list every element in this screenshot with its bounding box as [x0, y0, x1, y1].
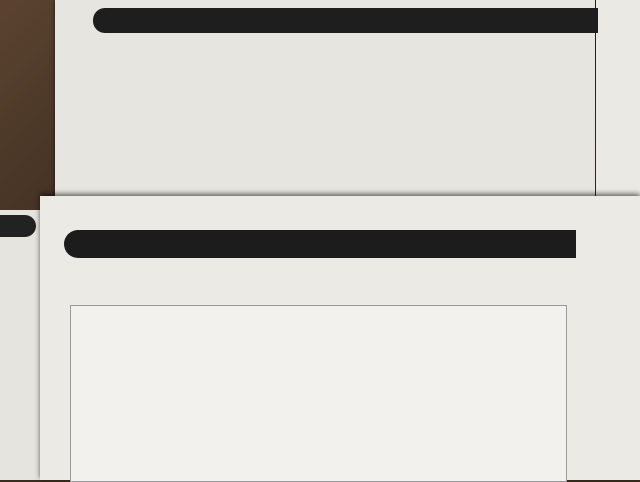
top-title-bar [93, 8, 598, 33]
right-page-edge [596, 0, 640, 218]
top-body-text [106, 48, 296, 49]
bottom-kt-chart [196, 312, 446, 470]
bottom-title-bar [64, 230, 576, 258]
top-kt-chart [298, 52, 546, 210]
left-page-edge [0, 210, 43, 480]
language-tab [0, 215, 36, 237]
